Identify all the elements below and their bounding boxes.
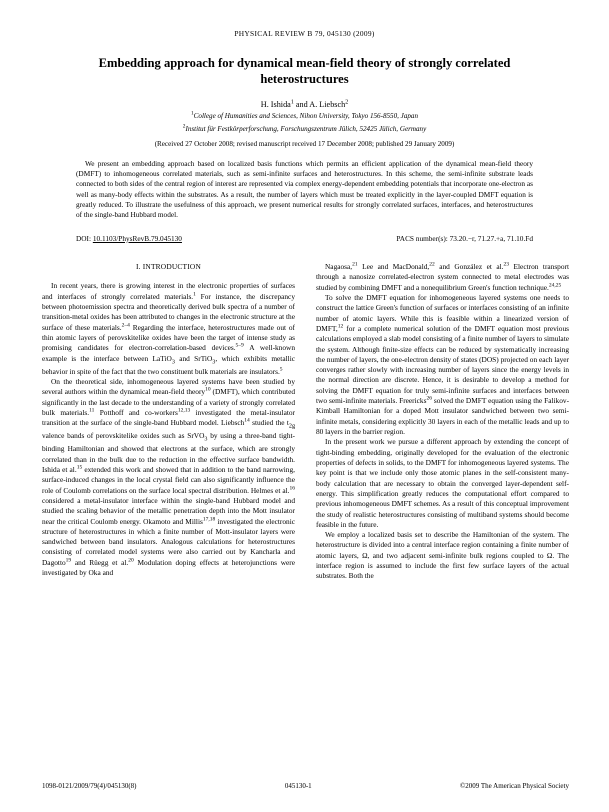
page-footer — [42, 782, 569, 790]
abstract: We present an embedding approach based on localized basis functions which permits an efficient application of the dynamical mean-field theory (DMFT) to inhomogeneous correlated materials, such as semi-infinite surfaces and heterostructures. In this scheme, the semi-infinite substrate leads connected to both sides of the central region of interest are represented via complex energy-dependent embedding potentials that incorporate one-electron as well as many-body effects within the substrates. As a result, the number of layers which must be treated explicitly in the layer-coupled DMFT equation is greatly reduced. To illustrate the usefulness of this approach, we present numerical results for strongly correlated surfaces, interfaces, and heterostructures of the single-band Hubbard model. — [76, 158, 533, 220]
doi-block — [76, 234, 182, 243]
author-list: H. Ishida$^1$ and A. Liebsch$^2$ — [260, 99, 349, 110]
footer-issn: 1098-0121/2009/79(4)/045130(8) — [42, 782, 137, 790]
paragraph: In the present work we pursue a different approach by extending the concept of tight-binding embedding, originally developed for the evaluation of the electronic properties of defects in solids, to the DMFT for inhomogeneous layered systems. The key point is that we include only those atomic planes in the self-consistent many-body calculation that are necessary to obtain the converged layer-dependent self-energy. This simplification greatly reduces the computational effort compared to previous inhomogeneous DMFT schemes. As a result of this conceptual improvement the study of realistic heterostructures consisting of multiband systems should become feasible in the future. — [316, 437, 569, 529]
footer-copyright: ©2009 The American Physical Society — [459, 782, 569, 790]
paragraph: To solve the DMFT equation for inhomogeneous layered systems one needs to construct the lattice Green's function of surfaces or interfaces consisting of an infinite number of atomic layers. While this is feasible within a linearized version of DMFT,$^{12}$ for a complete numerical solution of the DMFT equation most previous calculations employed a slab model consisting of a finite number of layers to simulate the system. Although finite-size effects can be reduced by systematically increasing the number of layers, the one-electron density of states (DOS) projected on each layer converges rather slowly with increasing number of layers since the energy levels in the normal direction are discrete. Hence, it is desirable to develop a method for solving the DMFT equation for truly semi-infinite surfaces and interfaces between two semi-infinite materials. Freericks$^{26}$ solved the DMFT equation using the Falikov-Kimball Hamiltonian for a doped Mott insulator sandwiched between two semi-infinite metals, considering explicitly 30 layers in each of the metallic leads and up to 80 layers in the barrier region. — [316, 292, 570, 436]
doi-link[interactable]: 10.1103/PhysRevB.79.045130 — [92, 233, 182, 243]
journal-header: PHYSICAL REVIEW B 79, 045130 (2009) — [234, 29, 375, 38]
section-heading-introduction: I. INTRODUCTION — [136, 262, 201, 271]
body-columns — [42, 262, 569, 582]
page-title: Embedding approach for dynamical mean-field theory of strongly correlated heterostructures — [98, 56, 511, 86]
left-column — [42, 262, 295, 582]
paragraph: We employ a localized basis set to describe the Hamiltonian of the system. The heterostructure is divided into a central interface region containing a finite number of atomic layers, Ω, and two adjacent semi-infinite bulk regions coupled to Ω. The interface region is assumed to include the first few surface layers of the actual substrates. Both the — [316, 530, 569, 581]
paragraph: Nagaosa,$^{21}$ Lee and MacDonald,$^{22}$ and González et al.$^{23}$ Electron transport through a nanosize correlated-electron system connected to metal electrodes was studied by combining DMFT and a nonequilibrium Green's function technique.$^{24,25}$ — [316, 261, 570, 292]
affiliation-1: $^1$College of Humanities and Sciences, Nihon University, Tokyo 156-8550, Japan — [190, 111, 419, 121]
doi-row — [76, 234, 533, 243]
pacs-numbers: PACS number(s): 73.20.−r, 71.27.+a, 71.10.Fd — [396, 233, 533, 243]
right-column — [316, 262, 569, 582]
paragraph: In recent years, there is growing interest in the electronic properties of surfaces and interfaces of strongly correlated materials.$^1$ For instance, the discrepancy between photoemission spectra and theoretically derived bulk spectra of a number of transition-metal oxides has been attributed to changes in the electronic structure at the surface of these materials.$^{2-4}$ Regarding the interface, heterostructures made out of thin atomic layers of perovskitelike oxides have been the target of intense study as promising candidates for electron-correlation-based devices.$^{5-9}$ A well-known example is the interface between LaTiO$_3$ and SrTiO$_3$, which exhibits metallic behavior in spite of the fact that the two constituent bulk materials are insulators.$^5$ — [42, 281, 296, 376]
footer-page-number: 045130-1 — [284, 782, 312, 790]
affiliation-2: $^2$Institut für Festkörperforschung, Forschungszentrum Jülich, 52425 Jülich, Germany — [182, 123, 427, 134]
received-dates: (Received 27 October 2008; revised manuscript received 17 December 2008; published 29 January 2009) — [154, 139, 455, 148]
paragraph: On the theoretical side, inhomogeneous layered systems have been studied by several authors within the dynamical mean-field theory$^{10}$ (DMFT), which contributed significantly in the last decade to the understanding of a variety of strongly correlated bulk materials.$^{11}$ Potthoff and co-workers$^{12,13}$ investigated the metal-insulator transition at the surface of the single-band Hubbard model. Liebsch$^{14}$ studied the $t_{2g}$ valence bands of perovskitelike oxides such as SrVO$_3$ by using a three-band tight-binding Hamiltonian and showed that electrons at the surface, which are strongly correlated than in the bulk due to the reduction in the effective surface bandwidth. Ishida et al.$^{15}$ extended this work and showed that in addition to the band narrowing, surface-induced changes in the local crystal field can also significantly influence the role of Coulomb correlations on the surface local spectral distribution. Helmes et al.$^{16}$ considered a metal-insulator interface within the single-band Hubbard model and studied the scaling behavior of the metallic penetration depth into the Mott insulator near the critical Coulomb energy. Okamoto and Millis$^{17,18}$ investigated the electronic structure of heterostructures in which a finite number of Mott-insulator layers were sandwiched between band insulators. Analogous calculations for heterostructures consisting of correlated model systems were also carried out by Kancharla and Dagotto$^{19}$ and Rüegg et al.$^{20}$ Modulation doping effects at heterojunctions were investigated by Oka and — [42, 376, 296, 578]
doi-label: DOI: — [76, 233, 91, 243]
